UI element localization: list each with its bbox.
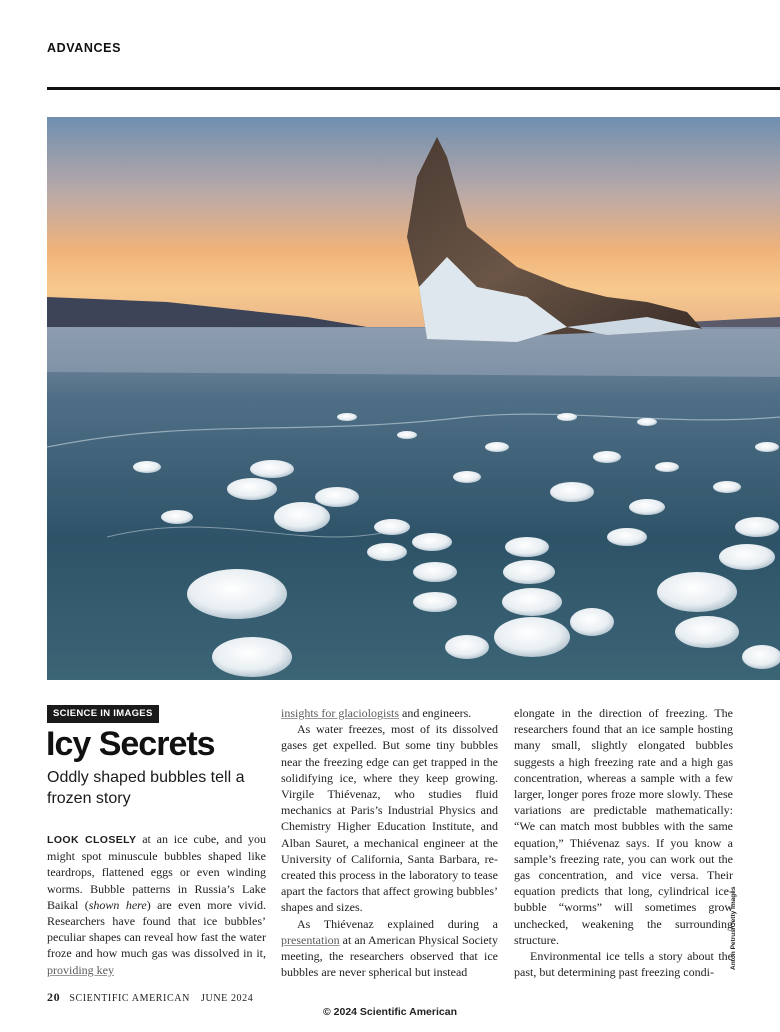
frozen-lake-photo [47,117,780,680]
photo-credit: Anton Petrus/Getty Images [730,886,737,970]
col2-text-c: As Thiévenaz explained during a [297,916,498,931]
providing-key-link[interactable]: providing key [47,962,114,977]
page-number: 20 [47,990,61,1004]
col2-paragraph-2: As water freezes, most of its dissolved gases get expelled. But some tiny bubbles near the freezing edge can get trapped in the solidifying ice, where they keep growing. Virgile Thiévenaz, who studies fluid mechanics at Paris’s Industrial Physics and Chemistry Higher Education Institute, and Alban Sauret, a mechanical engineer at the University of California, Santa Barbara, re-created this process in the laboratory to tease apart the factors that affect growing bubbles’ shapes and sizes. [281,722,498,915]
article-dek: Oddly shaped bubbles tell a frozen story [47,769,245,807]
col3-paragraph-1: elongate in the direction of freezing. The researchers found that an ice sample hosting many small, slightly elongated bubbles suggests a high freezing rate and a high gas concentration, whereas a sample with a few larger, longer pores froze more slowly. These variations are predictable mathematically: “We can match most bubbles with the same equation,” Thiévenaz says. If you know a sample’s freezing rate, you can work out the gas concentration, and vice versa. Their equation predicts that long, cylindrical ice-bubble “worms” will sometimes grow unchecked, weakening the surrounding structure. [514,706,733,947]
col2-text-d: at an American Physical Society meeting, the researchers observed that ice bubbles are never spherical but instead [281,932,498,980]
col3-paragraph-2: Environmental ice tells a story about the past, but determining past freezing condi- [514,949,733,980]
article-headline: Icy Secrets [46,725,215,763]
kicker-badge: SCIENCE IN IMAGES [47,705,159,723]
section-label: ADVANCES [47,41,122,55]
copyright-notice: © 2024 Scientific American [323,1006,457,1018]
body-column-1 [47,831,266,978]
glaciologists-link[interactable]: insights for glaciologists [281,706,399,720]
body-column-2 [281,705,498,980]
issue-date: JUNE 2024 [201,993,254,1004]
magazine-name: SCIENTIFIC AMERICAN [69,993,190,1004]
top-rule [47,87,780,90]
lead-in: LOOK CLOSELY [47,834,137,846]
col1-text-a: at an ice cube, and you might spot minuscule bubbles shaped like teardrops, flattened eggs or even winding worms. Bubble patterns in Russia’s Lake Baikal ( [47,832,266,912]
page-folio [47,990,253,1005]
presentation-link[interactable]: presentation [281,932,340,947]
body-column-3 [514,705,733,980]
col1-emphasis: shown here [88,897,147,912]
col1-text-b: ) are even more vivid. Researchers have found that ice bubbles’ peculiar shapes can reveal how fast the water froze and how much gas was dissolved in it, [47,897,266,961]
col2-text-a: and engineers. [399,706,472,720]
